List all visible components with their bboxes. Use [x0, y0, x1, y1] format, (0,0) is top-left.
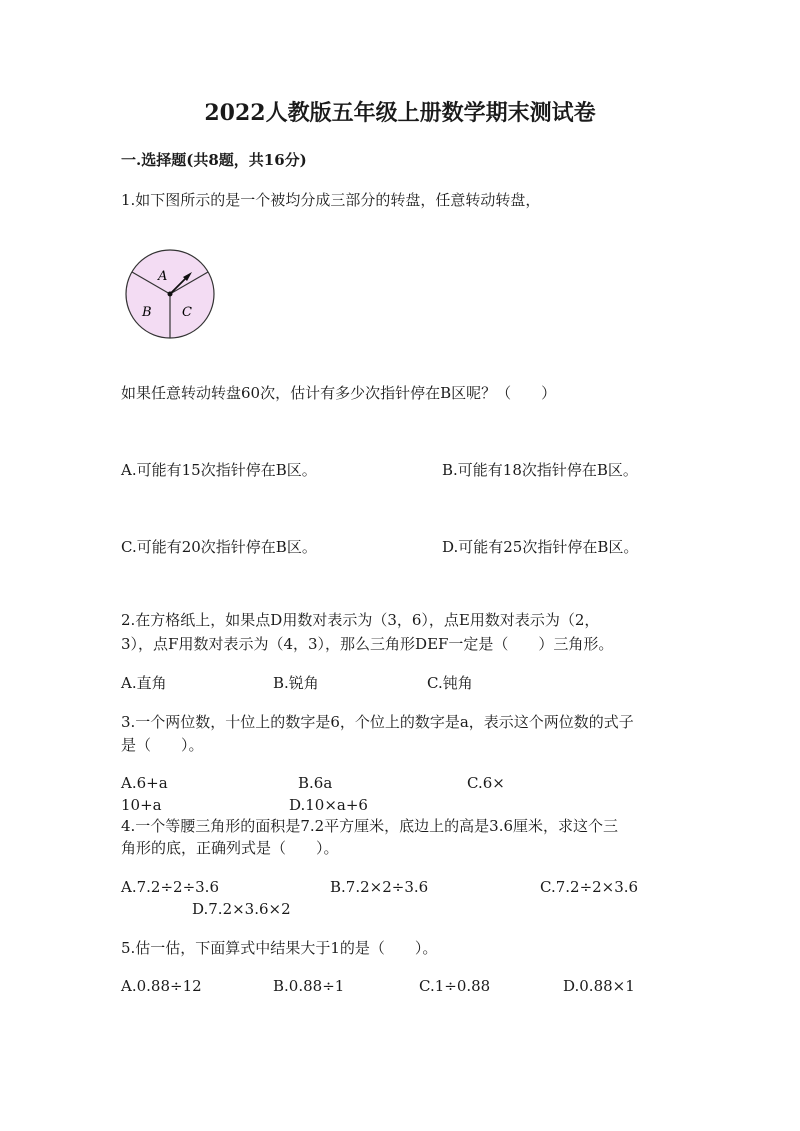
spinner-pivot: [168, 292, 173, 297]
question-3-option-c[interactable]: C.6×: [467, 774, 505, 792]
question-3-option-b[interactable]: B.6a: [298, 774, 333, 792]
question-2-option-b[interactable]: B.锐角: [273, 674, 319, 692]
spinner-label-b: B: [142, 305, 152, 320]
question-4-option-d[interactable]: D.7.2×3.6×2: [192, 900, 291, 918]
question-4-stem-line-2: 角形的底，正确列式是（ ）。: [121, 839, 339, 857]
question-2-stem-line-2: 3），点F用数对表示为（4，3），那么三角形DEF一定是（ ）三角形。: [121, 635, 614, 653]
spinner-label-a: A: [158, 269, 168, 284]
question-4-option-c[interactable]: C.7.2÷2×3.6: [540, 878, 639, 896]
question-5-stem: 5.估一估，下面算式中结果大于1的是（ ）。: [121, 939, 438, 957]
question-3-option-a[interactable]: A.6+a: [121, 774, 168, 792]
question-1-option-d[interactable]: D.可能有25次指针停在B区。: [442, 538, 639, 556]
question-2-option-c[interactable]: C.钝角: [427, 674, 473, 692]
question-1-option-b[interactable]: B.可能有18次指针停在B区。: [442, 461, 638, 479]
question-4-option-a[interactable]: A.7.2÷2÷3.6: [121, 878, 219, 896]
question-3-stem-line-2: 是（ ）。: [121, 736, 204, 754]
question-1-stem: 1.如下图所示的是一个被均分成三部分的转盘，任意转动转盘，: [121, 191, 541, 209]
question-3-stem-line-1: 3.一个两位数，十位上的数字是6，个位上的数字是a，表示这个两位数的式子: [121, 713, 634, 731]
spinner-label-c: C: [182, 305, 192, 320]
question-1-option-a[interactable]: A.可能有15次指针停在B区。: [121, 461, 317, 479]
question-4-stem-line-1: 4.一个等腰三角形的面积是7.2平方厘米，底边上的高是3.6厘米，求这个三: [121, 817, 619, 835]
question-5-option-c[interactable]: C.1÷0.88: [419, 977, 491, 995]
question-5-option-b[interactable]: B.0.88÷1: [273, 977, 345, 995]
exam-title: 2022人教版五年级上册数学期末测试卷: [204, 100, 596, 126]
question-4-option-b[interactable]: B.7.2×2÷3.6: [330, 878, 429, 896]
question-1-option-c[interactable]: C.可能有20次指针停在B区。: [121, 538, 317, 556]
question-3-option-d[interactable]: D.10×a+6: [289, 796, 368, 814]
question-3-option-c-continued: 10+a: [121, 796, 162, 814]
question-1-text: 如果任意转动转盘60次，估计有多少次指针停在B区呢？（ ）: [121, 384, 557, 402]
spinner-figure: [124, 248, 216, 340]
question-5-option-d[interactable]: D.0.88×1: [563, 977, 635, 995]
question-5-option-a[interactable]: A.0.88÷12: [121, 977, 202, 995]
question-2-option-a[interactable]: A.直角: [121, 674, 167, 692]
section-heading: 一.选择题(共8题，共16分): [121, 151, 307, 169]
question-2-stem-line-1: 2.在方格纸上，如果点D用数对表示为（3，6），点E用数对表示为（2，: [121, 611, 600, 629]
